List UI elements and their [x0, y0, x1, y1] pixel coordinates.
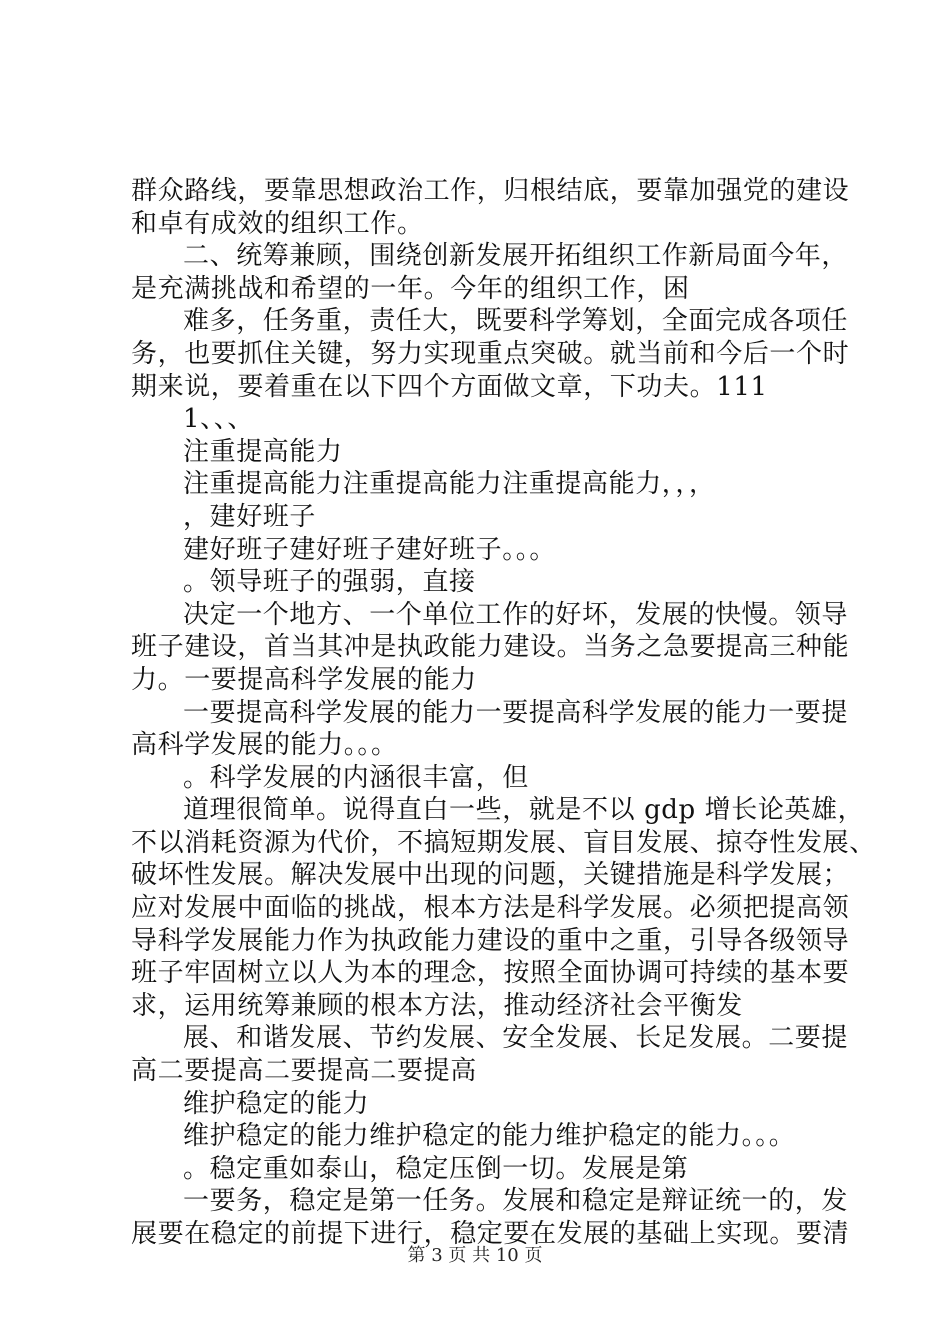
text-line: 高二要提高二要提高二要提高 — [131, 1056, 477, 1087]
text-line: 高科学发展的能力。。。 — [131, 730, 398, 761]
text-line: 道理很简单。说得直白一些，就是不以 gdp 增长论英雄， — [183, 795, 865, 826]
text-line: 一要务，稳定是第一任务。发展和稳定是辩证统一的，发 — [183, 1186, 849, 1217]
text-line: 二、统筹兼顾，围绕创新发展开拓组织工作新局面今年， — [183, 241, 849, 272]
text-line: 决定一个地方、一个单位工作的好坏，发展的快慢。领导 — [183, 599, 849, 630]
text-line: 班子建设，首当其冲是执政能力建设。当务之急要提高三种能 — [131, 632, 850, 663]
text-line: 是充满挑战和希望的一年。今年的组织工作，困 — [131, 273, 690, 304]
text-line: 展要在稳定的前提下进行，稳定要在发展的基础上实现。要清 — [131, 1219, 850, 1249]
text-line: 和卓有成效的组织工作。 — [131, 208, 424, 239]
text-line: 难多，任务重，责任大，既要科学筹划，全面完成各项任 — [183, 306, 849, 337]
text-line: ，建好班子 — [183, 501, 317, 532]
text-line: 建好班子建好班子建好班子。。。 — [183, 534, 557, 565]
text-line: 维护稳定的能力维护稳定的能力维护稳定的能力。。。 — [183, 1121, 796, 1152]
text-line: 力。一要提高科学发展的能力 — [131, 664, 477, 695]
text-line: 。领导班子的强弱，直接 — [183, 567, 476, 598]
text-line: 破坏性发展。解决发展中出现的问题，关键措施是科学发展； — [131, 860, 850, 891]
text-line: 一要提高科学发展的能力一要提高科学发展的能力一要提 — [183, 697, 849, 728]
text-line: 应对发展中面临的挑战，根本方法是科学发展。必须把提高领 — [131, 893, 850, 924]
text-line: 务，也要抓住关键，努力实现重点突破。就当前和今后一个时 — [131, 338, 850, 369]
text-line: 维护稳定的能力 — [183, 1088, 370, 1119]
text-line: 展、和谐发展、节约发展、安全发展、长足发展。二要提 — [183, 1023, 849, 1054]
text-line: 导科学发展能力作为执政能力建设的重中之重，引导各级领导 — [131, 925, 850, 956]
text-line: 不以消耗资源为代价，不搞短期发展、盲目发展、掠夺性发展、 — [131, 827, 876, 858]
text-line: 注重提高能力 — [183, 436, 343, 467]
text-line: 1、、、 — [183, 404, 254, 435]
text-line: 。稳定重如泰山，稳定压倒一切。发展是第 — [183, 1153, 689, 1184]
document-body — [131, 175, 876, 1251]
text-line: 期来说，要着重在以下四个方面做文章，下功夫。111 — [131, 371, 768, 402]
text-line: 班子牢固树立以人为本的理念，按照全面协调可持续的基本要 — [131, 958, 850, 989]
text-line: 求，运用统筹兼顾的根本方法，推动经济社会平衡发 — [131, 990, 743, 1021]
text-line: 注重提高能力注重提高能力注重提高能力，，， — [183, 469, 716, 500]
page-footer: 第 3 页 共 10 页 — [407, 1245, 543, 1266]
text-line: 群众路线，要靠思想政治工作，归根结底，要靠加强党的建设 — [131, 176, 850, 206]
text-line: 。科学发展的内涵很丰富，但 — [183, 762, 529, 793]
